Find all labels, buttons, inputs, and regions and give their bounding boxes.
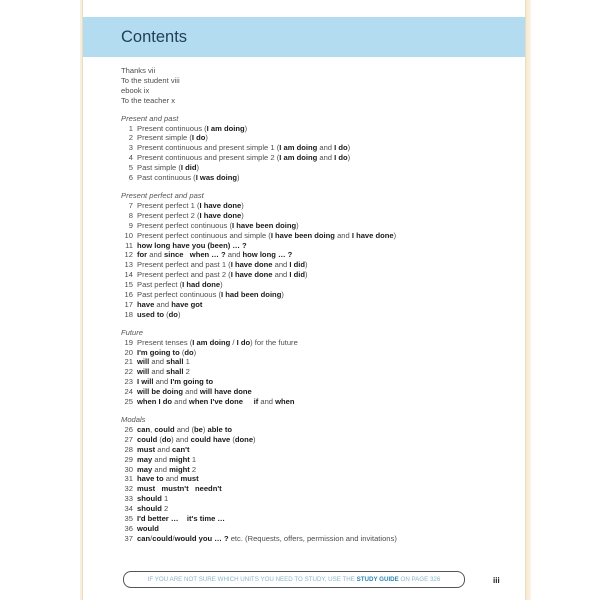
unit-title: Past continuous (I was doing) [137, 173, 240, 183]
unit-title: Present continuous (I am doing) [137, 123, 248, 133]
unit-title: Present perfect continuous (I have been doing) [137, 220, 299, 230]
unit-title: would [137, 523, 159, 533]
unit-title: have and have got [137, 299, 203, 309]
unit-row[interactable] [121, 250, 515, 260]
unit-title: when I do and when I've done if and when [137, 397, 295, 407]
footer-text-after: ON PAGE 326 [398, 576, 441, 583]
unit-row[interactable] [121, 143, 515, 153]
unit-row[interactable] [121, 338, 515, 348]
unit-number: 21 [124, 357, 133, 367]
unit-number: 19 [124, 337, 133, 347]
page-number: iii [493, 576, 500, 585]
unit-number: 2 [128, 133, 133, 143]
unit-number: 13 [124, 260, 133, 270]
section-heading: Future [121, 327, 143, 337]
unit-number: 10 [124, 230, 133, 240]
unit-row[interactable] [121, 124, 515, 134]
unit-row[interactable] [121, 290, 515, 300]
unit-row[interactable] [121, 153, 515, 163]
unit-title: may and might 1 [137, 454, 197, 464]
unit-number: 18 [124, 309, 133, 319]
unit-row[interactable] [121, 211, 515, 221]
unit-title: Present continuous and present simple 2 (I am doing and I do) [137, 153, 351, 163]
section-heading: Present and past [121, 113, 179, 123]
unit-number: 5 [128, 163, 133, 173]
unit-row[interactable] [121, 397, 515, 407]
unit-row[interactable] [121, 270, 515, 280]
unit-row[interactable] [121, 300, 515, 310]
unit-number: 11 [125, 240, 133, 250]
front-matter-item[interactable]: ebook ix [121, 85, 150, 95]
unit-title: how long have you (been) … ? [137, 240, 247, 250]
page-edge [526, 0, 531, 600]
unit-number: 15 [124, 280, 133, 290]
unit-title: Past simple (I did) [137, 163, 200, 173]
unit-number: 6 [128, 173, 133, 183]
unit-row[interactable] [121, 173, 515, 183]
unit-number: 14 [124, 270, 133, 280]
section [121, 191, 515, 320]
unit-title: will and shall 2 [137, 367, 190, 377]
section [121, 415, 515, 544]
unit-title: Present perfect 2 (I have done) [137, 210, 244, 220]
section-heading: Present perfect and past [121, 190, 204, 200]
front-matter-item[interactable]: To the teacher x [121, 95, 176, 105]
unit-number: 24 [124, 387, 133, 397]
unit-row[interactable] [121, 221, 515, 231]
unit-row[interactable] [121, 514, 515, 524]
unit-number: 1 [128, 123, 133, 133]
front-matter [121, 66, 515, 106]
unit-row[interactable] [121, 260, 515, 270]
unit-title: Present tenses (I am doing / I do) for the future [137, 337, 298, 347]
unit-title: Present perfect and past 2 (I have done and I did) [137, 270, 308, 280]
unit-number: 12 [124, 250, 133, 260]
unit-row[interactable] [121, 133, 515, 143]
unit-number: 27 [124, 434, 133, 444]
unit-title: should 1 [137, 494, 169, 504]
unit-title: can/could/would you … ? etc. (Requests, offers, permission and invitations) [137, 533, 397, 543]
unit-number: 26 [124, 424, 133, 434]
unit-row[interactable] [121, 534, 515, 544]
unit-title: can, could and (be) able to [137, 424, 232, 434]
unit-row[interactable] [121, 241, 515, 251]
unit-row[interactable] [121, 524, 515, 534]
unit-title: for and since when … ? and how long … ? [137, 250, 293, 260]
contents-page [82, 0, 526, 600]
unit-number: 36 [124, 523, 133, 533]
unit-row[interactable] [121, 367, 515, 377]
unit-row[interactable] [121, 504, 515, 514]
study-guide-note [123, 571, 465, 588]
unit-row[interactable] [121, 280, 515, 290]
unit-number: 30 [124, 464, 133, 474]
unit-title: Present perfect 1 (I have done) [137, 200, 244, 210]
unit-row[interactable] [121, 445, 515, 455]
unit-title: I will and I'm going to [137, 377, 214, 387]
footer-text-before: IF YOU ARE NOT SURE WHICH UNITS YOU NEED TO STUDY, USE THE [147, 576, 357, 583]
unit-row[interactable] [121, 455, 515, 465]
header-band [83, 17, 525, 57]
unit-number: 17 [124, 299, 133, 309]
unit-number: 8 [128, 210, 133, 220]
unit-row[interactable] [121, 348, 515, 358]
unit-title: Present perfect and past 1 (I have done and I did) [137, 260, 308, 270]
unit-row[interactable] [121, 310, 515, 320]
page-title: Contents [121, 28, 188, 46]
unit-number: 23 [124, 377, 133, 387]
contents-list [121, 66, 515, 544]
unit-number: 31 [124, 474, 133, 484]
unit-title: Present continuous and present simple 1 (I am doing and I do) [137, 143, 351, 153]
front-matter-item[interactable]: Thanks vii [121, 66, 156, 75]
unit-number: 33 [124, 494, 133, 504]
unit-row[interactable] [121, 163, 515, 173]
unit-title: must mustn't needn't [137, 484, 222, 494]
unit-number: 4 [128, 153, 133, 163]
unit-title: must and can't [137, 444, 190, 454]
unit-number: 28 [124, 444, 133, 454]
section [121, 328, 515, 407]
unit-number: 29 [124, 454, 133, 464]
unit-row[interactable] [121, 357, 515, 367]
unit-row[interactable] [121, 231, 515, 241]
unit-row[interactable] [121, 377, 515, 387]
unit-number: 34 [124, 504, 133, 514]
unit-row[interactable] [121, 435, 515, 445]
unit-number: 9 [128, 220, 133, 230]
unit-number: 25 [124, 397, 133, 407]
unit-title: may and might 2 [137, 464, 197, 474]
unit-title: Present perfect continuous and simple (I have been doing and I have done) [137, 230, 397, 240]
unit-number: 35 [124, 514, 133, 524]
unit-title: used to (do) [137, 309, 181, 319]
unit-number: 16 [124, 290, 133, 300]
unit-row[interactable] [121, 387, 515, 397]
unit-row[interactable] [121, 474, 515, 484]
unit-row[interactable] [121, 425, 515, 435]
unit-title: I'd better … it's time … [137, 514, 226, 524]
unit-title: will be doing and will have done [137, 387, 252, 397]
unit-title: I'm going to (do) [137, 347, 197, 357]
unit-number: 20 [124, 347, 133, 357]
unit-title: have to and must [137, 474, 199, 484]
study-guide-link[interactable]: STUDY GUIDE [356, 576, 399, 583]
unit-row[interactable] [121, 201, 515, 211]
unit-number: 3 [128, 143, 133, 153]
unit-number: 32 [124, 484, 133, 494]
front-matter-item[interactable]: To the student viii [121, 75, 180, 85]
section [121, 114, 515, 183]
unit-row[interactable] [121, 465, 515, 475]
section-heading: Modals [121, 415, 146, 424]
unit-title: should 2 [137, 504, 169, 514]
unit-title: Past perfect (I had done) [137, 280, 223, 290]
unit-title: Past perfect continuous (I had been doing) [137, 290, 284, 300]
unit-title: will and shall 1 [137, 357, 190, 367]
unit-title: Present simple (I do) [137, 133, 208, 143]
unit-title: could (do) and could have (done) [137, 434, 256, 444]
unit-row[interactable] [121, 494, 515, 504]
sections [121, 114, 515, 544]
unit-row[interactable] [121, 484, 515, 494]
unit-number: 37 [124, 533, 133, 543]
unit-number: 7 [128, 200, 133, 210]
unit-number: 22 [124, 367, 133, 377]
